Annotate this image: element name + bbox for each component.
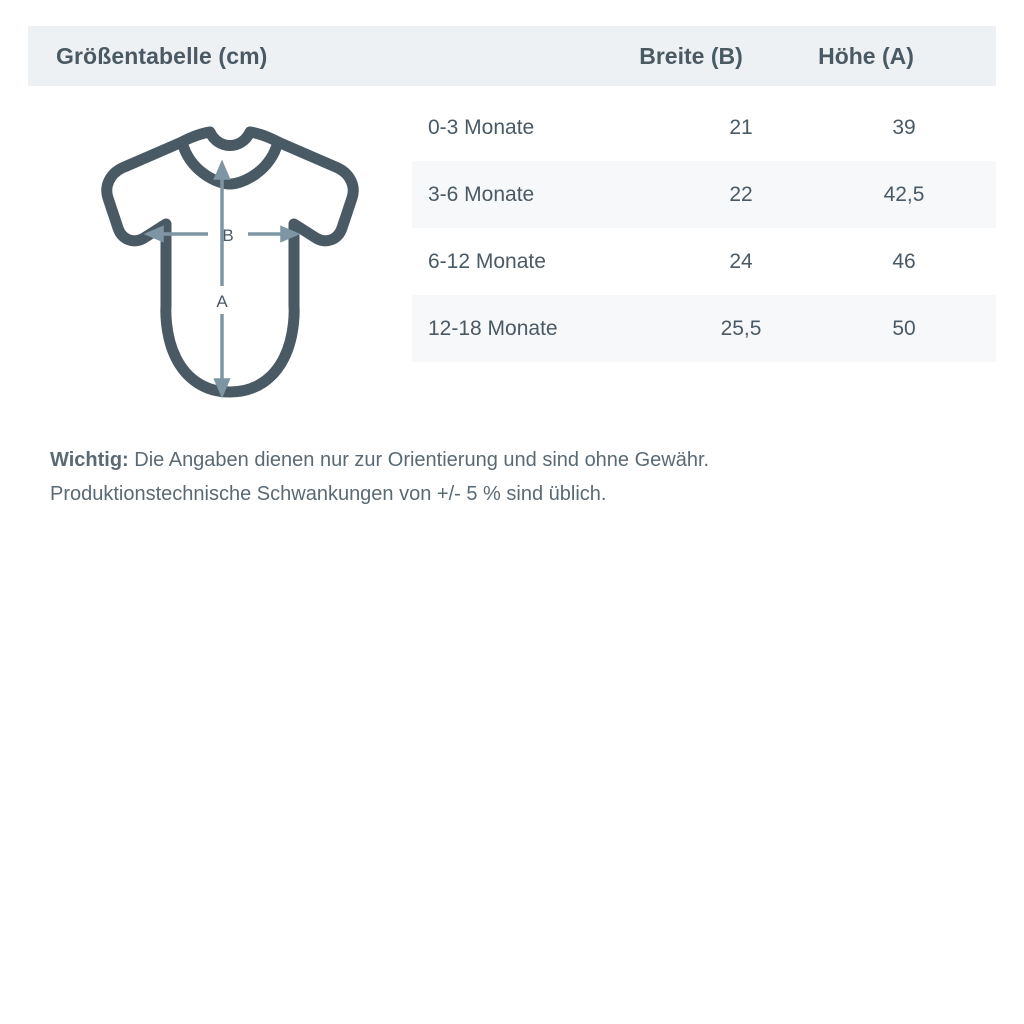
cell-width: 21 [729, 115, 753, 139]
label-width: B [222, 226, 234, 245]
cell-size: 12-18 Monate [428, 316, 558, 340]
footnote [50, 443, 980, 511]
size-table [412, 94, 996, 362]
cell-width: 22 [729, 182, 753, 206]
cell-height: 42,5 [883, 182, 925, 206]
cell-size: 6-12 Monate [428, 249, 546, 273]
page-title: Größentabelle (cm) [56, 42, 268, 69]
cell-height: 39 [892, 115, 916, 139]
column-header-height: Höhe (A) [818, 42, 914, 69]
cell-size: 3-6 Monate [428, 182, 535, 206]
table-header-band [28, 26, 996, 86]
table-row [412, 161, 996, 228]
cell-size: 0-3 Monate [428, 115, 535, 139]
cell-height: 46 [892, 249, 916, 273]
label-height: A [216, 292, 228, 311]
table-row [412, 295, 996, 362]
table-row [412, 94, 996, 161]
footnote-line-2: Produktionstechnische Schwankungen von +/- 5 % sind üblich. [50, 483, 607, 505]
cell-width: 24 [729, 249, 753, 273]
cell-width: 25,5 [720, 316, 762, 340]
column-header-width: Breite (B) [639, 42, 743, 69]
table-row [412, 228, 996, 295]
footnote-line-1: Die Angaben dienen nur zur Orientierung und sind ohne Gewähr. [128, 449, 710, 471]
bodysuit-illustration [70, 110, 390, 420]
footnote-lead: Wichtig: [50, 449, 129, 471]
cell-height: 50 [892, 316, 916, 340]
